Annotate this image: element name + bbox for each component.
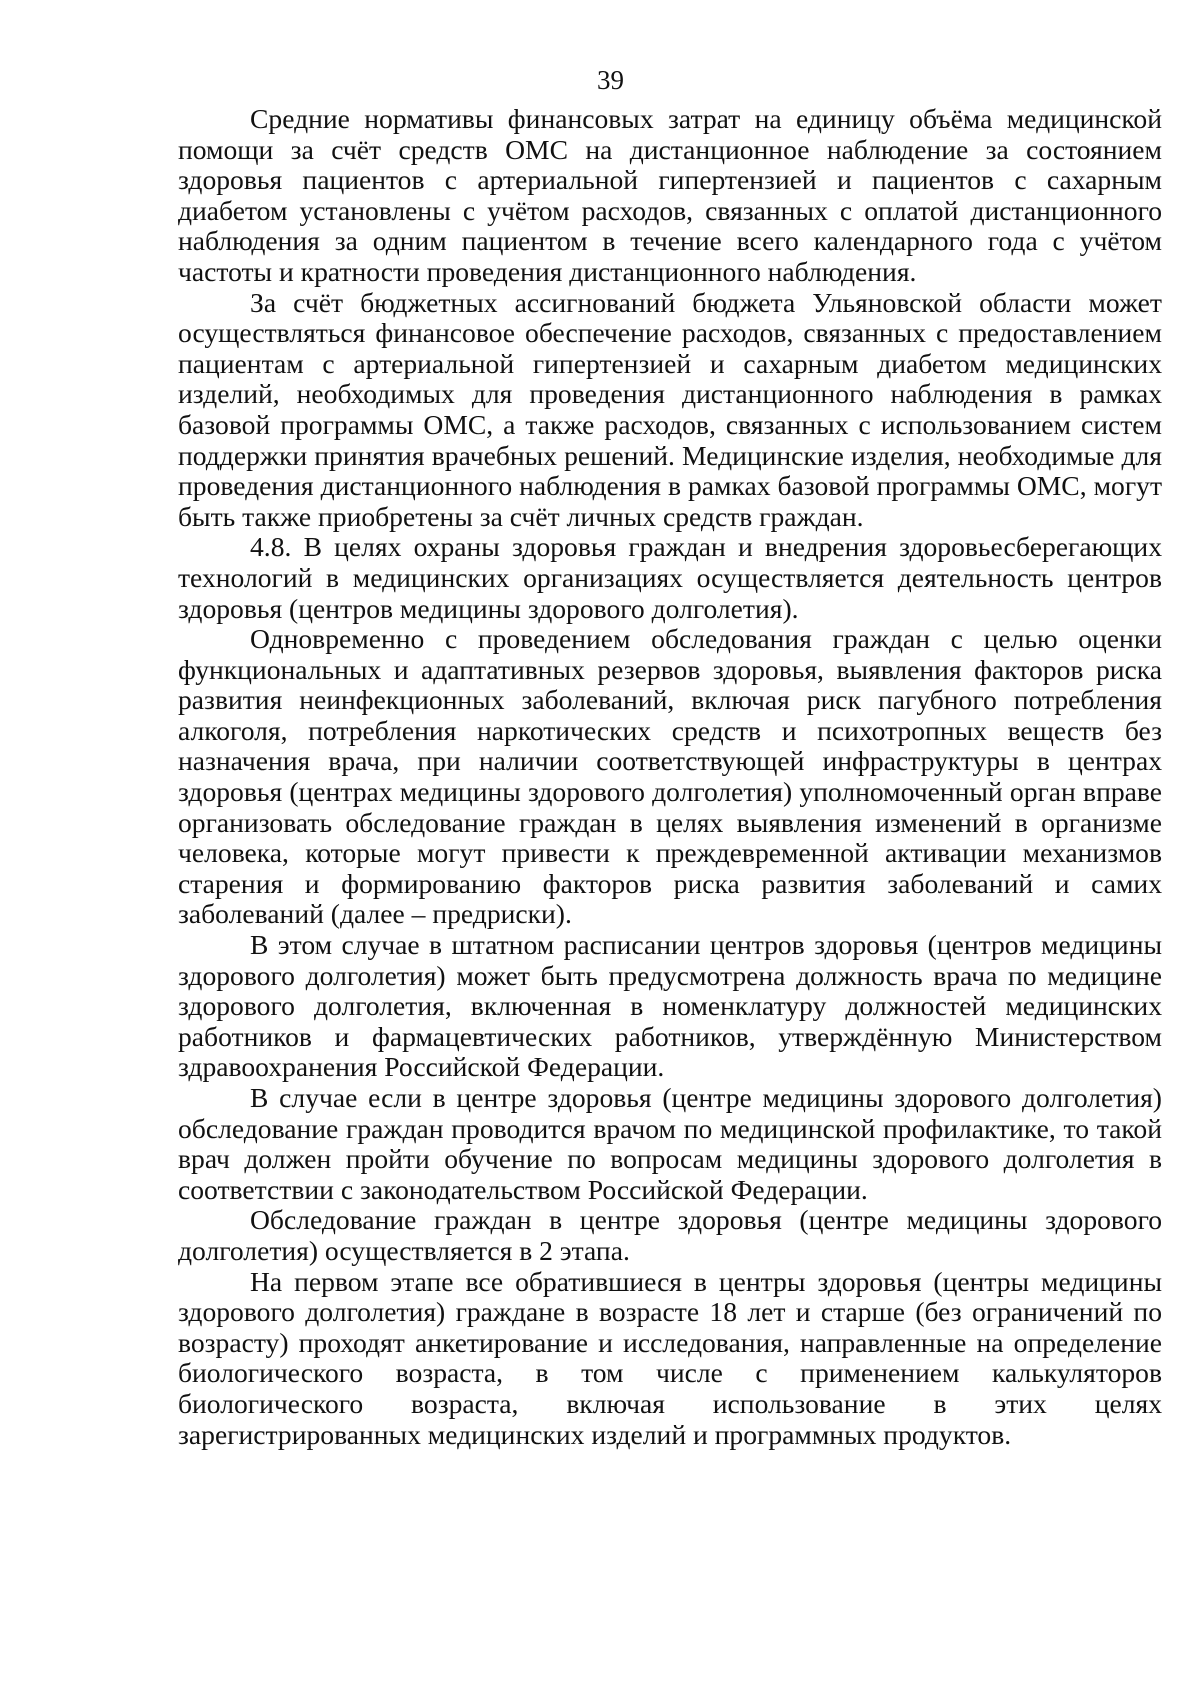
paragraph-prevention-doctor-training: В случае если в центре здоровья (центре медицины здорового долголетия) обследование граждан проводится врачом по медицинской профилактике, то такой врач должен пройти обучение по вопросам медицины здорового долголетия в соответствии с законодательством Российской Федерации.	[178, 1082, 1162, 1205]
paragraph-first-stage-biological-age: На первом этапе все обратившиеся в центры здоровья (центры медицины здорового долголетия) граждане в возрасте 18 лет и старше (без ограничений по возрасту) проходят анкетирование и исследования, направленные на определение биологического возраста, в том числе с применением калькуляторов биологического возраста, включая использование в этих целях зарегистрированных медицинских изделий и программных продуктов.	[178, 1265, 1162, 1450]
paragraph-oms-remote-monitoring-standards: Средние нормативы финансовых затрат на единицу объёма медицинской помощи за счёт средств ОМС на дистанционное наблюдение за состоянием здоровья пациентов с артериальной гипертензией и пациентов с сахарным диабетом установлены с учётом расходов, связанных с оплатой дистанционного наблюдения за одним пациентом в течение всего календарного года с учётом частоты и кратности проведения дистанционного наблюдения.	[178, 103, 1162, 287]
paragraph-examination-functional-reserves: Одновременно с проведением обследования граждан с целью оценки функциональных и адаптативных резервов здоровья, выявления факторов риска развития неинфекционных заболеваний, включая риск пагубного потребления алкоголя, потребления наркотических средств и психотропных веществ без назначения врача, при наличии соответствующей инфраструктуры в центрах здоровья (центрах медицины здорового долголетия) уполномоченный орган вправе организовать обследование граждан в целях выявления изменений в организме человека, которые могут привести к преждевременной активации механизмов старения и формированию факторов риска развития заболеваний и самих заболеваний (далее – предриски).	[178, 623, 1162, 930]
document-body	[178, 104, 1162, 1450]
paragraph-staffing-longevity-doctor: В этом случае в штатном расписании центров здоровья (центров медицины здорового долголетия) может быть предусмотрена должность врача по медицине здорового долголетия, включенная в номенклатуру должностей медицинских работников и фармацевтических работников, утверждённую Министерством здравоохранения Российской Федерации.	[178, 929, 1162, 1083]
page-number: 39	[597, 65, 624, 95]
paragraph-two-stage-examination: Обследование граждан в центре здоровья (центре медицины здорового долголетия) осуществляется в 2 этапа.	[178, 1204, 1162, 1266]
paragraph-section-4-8-health-centers: 4.8. В целях охраны здоровья граждан и внедрения здоровьесберегающих технологий в медицинских организациях осуществляется деятельность центров здоровья (центров медицины здорового долголетия).	[178, 531, 1162, 624]
paragraph-regional-budget-funding: За счёт бюджетных ассигнований бюджета Ульяновской области может осуществляться финансовое обеспечение расходов, связанных с предоставлением пациентам с артериальной гипертензией и сахарным диабетом медицинских изделий, необходимых для проведения дистанционного наблюдения в рамках базовой программы ОМС, а также расходов, связанных с использованием систем поддержки принятия врачебных решений. Медицинские изделия, необходимые для проведения дистанционного наблюдения в рамках базовой программы ОМС, могут быть также приобретены за счёт личных средств граждан.	[178, 286, 1162, 532]
